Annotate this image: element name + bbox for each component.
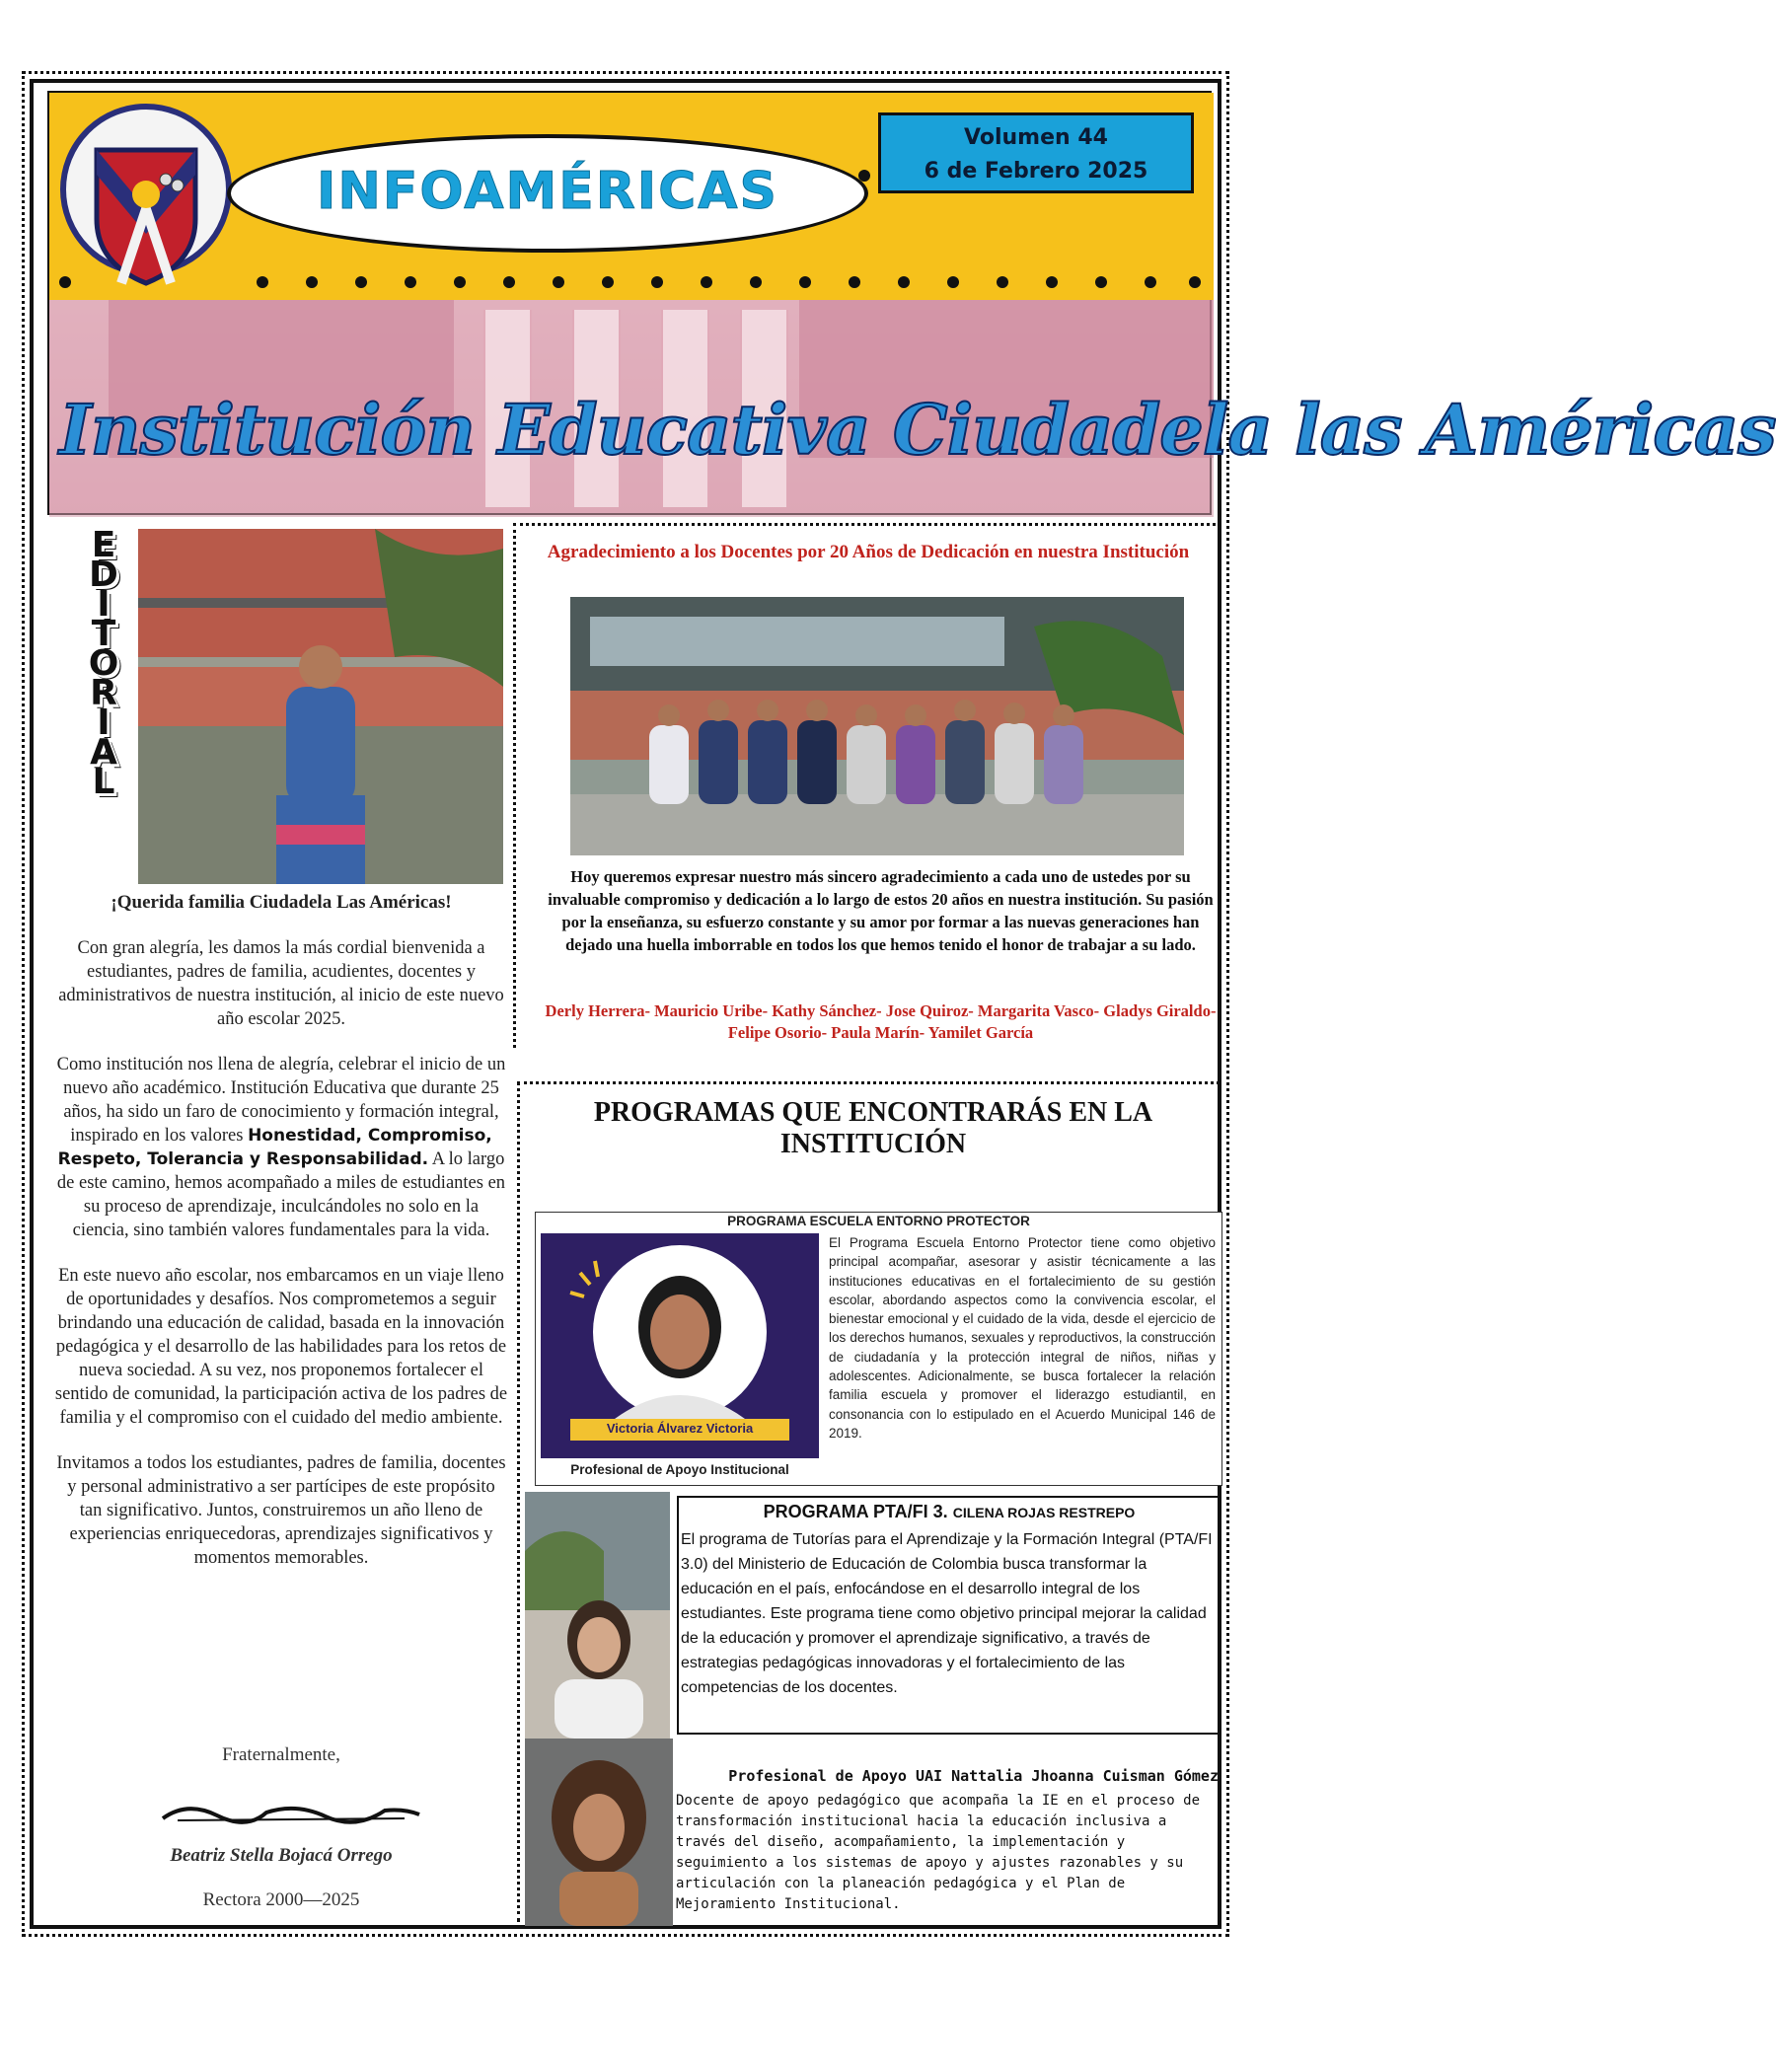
victoria-photo <box>541 1233 819 1458</box>
school-shield-logo <box>57 101 235 298</box>
institution-title: Institución Educativa Ciudadela las Américas <box>59 389 1776 471</box>
editorial-paragraph: En este nuevo año escolar, nos embarcamos en un viaje lleno de oportunidades y desafíos. Nos comprometemos a seguir brindando una educación de calidad, basada en la innovación pedagógica y el desarrollo de las habilidades para los retos de nueva sociedad. A su vez, nos proponemos fortalecer el sentido de comunidad, la participación activa de los padres de familia y el compromiso con el cuidado del medio ambiente. <box>54 1266 508 1428</box>
victoria-name-banner: Victoria Álvarez Victoria <box>606 1421 754 1436</box>
signature-image <box>158 1791 424 1830</box>
editorial-letter: O <box>88 643 119 684</box>
agradecimiento-body: Hoy queremos expresar nuestro más sincero agradecimiento a cada uno de ustedes por su invaluable compromiso y dedicación a lo largo de estos 20 años en nuestra institución. Su pasión por la enseñanza, su esfuerzo constante y su amor por formar a las nuevas generaciones han dejado una huella imborrable en todos los que hemos tenido el honor de trabajar a su lado. <box>548 867 1214 954</box>
editorial-letter: T <box>91 614 116 654</box>
uai-heading: Profesional de Apoyo UAI Nattalia Jhoanna Cuisman Gómez <box>728 1767 1219 1785</box>
editorial-body <box>54 891 508 1591</box>
editorial-letter: I <box>97 584 111 625</box>
pta-text: El programa de Tutorías para el Aprendizaje y la Formación Integral (PTA/FI 3.0) del Ministerio de Educación de Colombia busca transformar la educación en el país, enfocándose en el desarrollo integral de los estudiantes. Este programa tiene como objetivo principal mejorar la calidad de la educación y promover el aprendizaje significativo, a través de estrategias pedagógicas innovadoras y el fortalecimiento de las competencias de los docentes. <box>681 1531 1213 1696</box>
signer-role: Rectora 2000—2025 <box>202 1889 360 1910</box>
escuela-entorno-text: El Programa Escuela Entorno Protector tiene como objetivo principal acompañar, asesorar y asistir técnicamente a las instituciones educativas en el fortalecimiento de su gestión escolar, abordando aspectos como la convivencia escolar, el bienestar emocional y el cuidado de la vida, desde el ejercicio de los derechos humanos, sexuales y reproductivos, la construcción de ciudadanía y la protección integral de niños, niñas y adolescentes. Adicionalmente, se busca fortalecer la relación familia escuela y promover el liderazgo estudiantil, en consonancia con lo estipulado en el Acuerdo Municipal 146 de 2019. <box>829 1235 1216 1441</box>
editorial-paragraph: Invitamos a todos los estudiantes, padres de familia, docentes y personal administrativo a ser partícipes de este propósito tan significativo. Juntos, construiremos un año lleno de experiencias enriquecedoras, aprendizajes significativos y momentos memorables. <box>56 1453 506 1568</box>
masthead <box>47 91 1776 515</box>
editorial-letter: A <box>90 732 117 773</box>
title-speech-bubble <box>227 134 868 253</box>
signer-name: Beatriz Stella Bojacá Orrego <box>170 1845 393 1866</box>
agradecimiento-title: Agradecimiento a los Docentes por 20 Años de Dedicación en nuestra Institución <box>547 542 1190 562</box>
editorial-vertical-heading <box>79 525 128 802</box>
rector-photo <box>138 529 503 884</box>
editorial-letter: L <box>92 762 115 802</box>
editorial-letter: E <box>91 525 116 565</box>
editorial-closing: Fraternalmente, <box>222 1744 340 1765</box>
editorial-letter: R <box>90 673 117 713</box>
programas-title: PROGRAMAS QUE ENCONTRARÁS EN LA INSTITUCIÓN <box>593 1097 1153 1159</box>
newsletter-name: INFOAMÉRICAS <box>317 162 778 221</box>
editorial-values: Honestidad, Compromiso, Respeto, Tolerancia y Responsabilidad. <box>57 1126 492 1169</box>
nattalia-photo <box>525 1739 673 1926</box>
editorial-paragraph <box>54 1053 508 1242</box>
pta-heading-name: CILENA ROJAS RESTREPO <box>952 1505 1136 1520</box>
editorial-salutation: ¡Querida familia Ciudadela Las Américas! <box>111 892 452 913</box>
escuela-entorno-caption: Profesional de Apoyo Institucional <box>570 1462 789 1477</box>
uai-text: Docente de apoyo pedagógico que acompaña la IE en el proceso de transformación institucional hacia la educación inclusiva a través del diseño, acompañamiento, la implementación y seguimiento a los sistemas de apoyo y ajustes razonables y su articulación con la planeación pedagógica y el Plan de Mejoramiento Institucional. <box>676 1793 1201 1912</box>
editorial-letter: D <box>89 555 118 595</box>
editorial-text: A lo largo de este camino, hemos acompañado a miles de estudiantes en su proceso de aprendizaje, inculcándoles no solo en la ciencia, sino también valores fundamentales para la vida. <box>56 1149 506 1240</box>
pta-heading <box>677 1502 1221 1522</box>
agradecimiento-names: Derly Herrera- Mauricio Uribe- Kathy Sánchez- Jose Quiroz- Margarita Vasco- Gladys Giraldo- Felipe Osorio- Paula Marín- Yamilet García <box>545 1001 1217 1042</box>
editorial-text: Como institución nos llena de alegría, celebrar el inicio de un nuevo año académico. Institución Educativa que durante 25 años, ha sido un faro de conocimiento y formación integral, inspirado en los valores <box>56 1055 506 1146</box>
volume-box <box>878 112 1194 193</box>
escuela-entorno-heading: PROGRAMA ESCUELA ENTORNO PROTECTOR <box>727 1214 1030 1228</box>
volume-number: Volumen 44 <box>964 125 1108 150</box>
cilena-photo <box>525 1492 670 1739</box>
pta-heading-text: PROGRAMA PTA/FI 3. <box>763 1502 948 1521</box>
editorial-paragraph: Con gran alegría, les damos la más cordial bienvenida a estudiantes, padres de familia, acudientes, docentes y administrativos de nuestra institución, al inicio de este nuevo año escolar 2025. <box>58 938 504 1029</box>
teachers-group-photo <box>570 597 1184 855</box>
editorial-letter: I <box>97 703 111 743</box>
issue-date: 6 de Febrero 2025 <box>924 159 1148 184</box>
